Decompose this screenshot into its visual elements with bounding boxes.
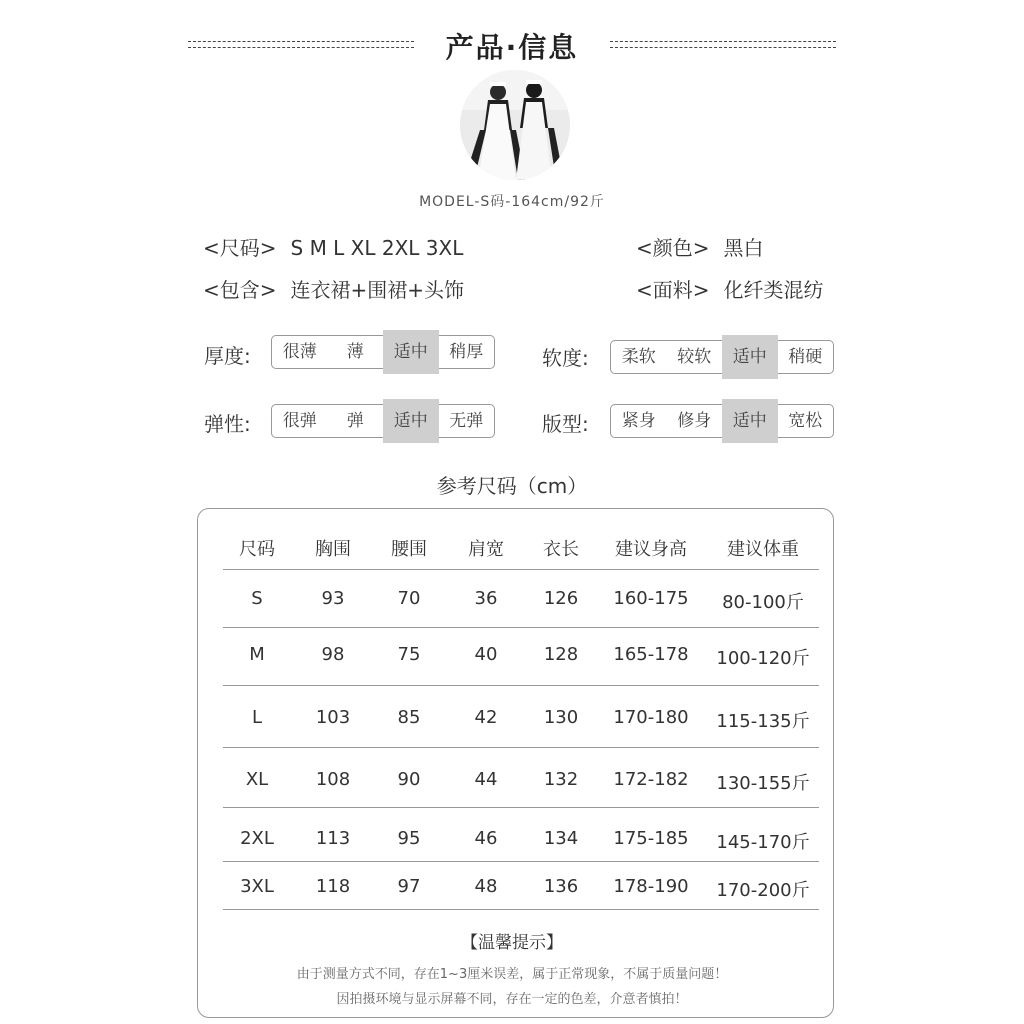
table-header-cell: 建议体重 bbox=[727, 539, 799, 560]
table-row bbox=[223, 570, 819, 628]
table-cell: 178-190 bbox=[613, 876, 689, 897]
fabric-info-value: 化纤类混纺 bbox=[723, 278, 824, 302]
table-cell: 145-170斤 bbox=[716, 832, 810, 853]
table-row bbox=[223, 748, 819, 808]
table-cell: 44 bbox=[474, 769, 498, 790]
table-cell: 98 bbox=[321, 644, 345, 665]
table-cell: 136 bbox=[543, 876, 579, 897]
fit-option-selected: 适中 bbox=[722, 399, 778, 443]
thickness-scale bbox=[271, 335, 495, 369]
color-info-value: 黑白 bbox=[723, 236, 764, 260]
table-cell: S bbox=[251, 588, 263, 609]
size-info-value: S M L XL 2XL 3XL bbox=[290, 236, 464, 260]
softness-label: 软度: bbox=[542, 346, 589, 370]
header-divider-right bbox=[610, 41, 836, 48]
table-cell: 100-120斤 bbox=[716, 648, 810, 669]
table-row bbox=[223, 686, 819, 748]
fabric-info bbox=[636, 274, 824, 303]
table-cell: 36 bbox=[474, 588, 498, 609]
softness-option-selected: 适中 bbox=[722, 335, 778, 379]
table-header-cell: 腰围 bbox=[391, 539, 427, 560]
page-title: 产品·信息 bbox=[445, 31, 579, 64]
softness-option: 稍硬 bbox=[788, 347, 823, 367]
table-cell: 170-180 bbox=[613, 707, 689, 728]
table-cell: 175-185 bbox=[613, 828, 689, 849]
size-table-title: 参考尺码（cm） bbox=[436, 474, 588, 498]
header-divider-left bbox=[188, 41, 414, 48]
size-info bbox=[203, 232, 463, 261]
softness-option: 较软 bbox=[677, 347, 712, 367]
thickness-option: 很薄 bbox=[282, 342, 317, 362]
table-cell: 75 bbox=[397, 644, 421, 665]
elasticity-option: 弹 bbox=[346, 411, 364, 431]
table-cell: 42 bbox=[474, 707, 498, 728]
table-cell: XL bbox=[245, 769, 269, 790]
fit-option: 宽松 bbox=[788, 411, 823, 431]
table-cell: 46 bbox=[474, 828, 498, 849]
table-header-cell: 尺码 bbox=[239, 539, 275, 560]
table-cell: 95 bbox=[397, 828, 421, 849]
table-cell: 70 bbox=[397, 588, 421, 609]
model-caption: MODEL-S码-164cm/92斤 bbox=[419, 194, 605, 210]
table-cell: 2XL bbox=[240, 828, 274, 849]
table-cell: 115-135斤 bbox=[716, 711, 810, 732]
fabric-info-label: <面料> bbox=[636, 278, 710, 302]
table-cell: 3XL bbox=[240, 876, 274, 897]
tips-line-1: 由于测量方式不同，存在1~3厘米误差，属于正常现象，不属于质量问题！ bbox=[296, 967, 728, 982]
table-cell: L bbox=[251, 707, 263, 728]
table-cell: 130 bbox=[543, 707, 579, 728]
table-header-cell: 衣长 bbox=[543, 539, 579, 560]
table-cell: 126 bbox=[543, 588, 579, 609]
fit-scale bbox=[610, 404, 834, 438]
thickness-label: 厚度: bbox=[204, 344, 251, 368]
table-cell: 103 bbox=[315, 707, 351, 728]
fit-label: 版型: bbox=[542, 412, 589, 436]
color-info bbox=[636, 232, 764, 261]
table-cell: 97 bbox=[397, 876, 421, 897]
table-header-cell: 肩宽 bbox=[468, 539, 504, 560]
table-header-cell: 建议身高 bbox=[615, 539, 687, 560]
table-cell: 85 bbox=[397, 707, 421, 728]
table-row bbox=[223, 862, 819, 910]
model-photo bbox=[460, 70, 570, 180]
fit-option: 紧身 bbox=[621, 411, 656, 431]
table-cell: 165-178 bbox=[613, 644, 689, 665]
table-cell: 160-175 bbox=[613, 588, 689, 609]
table-cell: 90 bbox=[397, 769, 421, 790]
table-cell: 128 bbox=[543, 644, 579, 665]
includes-info bbox=[203, 274, 464, 303]
elasticity-option: 无弹 bbox=[449, 411, 484, 431]
elasticity-option: 很弹 bbox=[282, 411, 317, 431]
table-cell: 130-155斤 bbox=[716, 773, 810, 794]
softness-option: 柔软 bbox=[621, 347, 656, 367]
table-cell: 132 bbox=[543, 769, 579, 790]
includes-info-value: 连衣裙+围裙+头饰 bbox=[290, 278, 465, 302]
softness-scale bbox=[610, 340, 834, 374]
table-cell: 113 bbox=[315, 828, 351, 849]
elasticity-label: 弹性: bbox=[204, 412, 251, 436]
elasticity-option-selected: 适中 bbox=[383, 399, 439, 443]
fit-option: 修身 bbox=[677, 411, 712, 431]
table-cell: 108 bbox=[315, 769, 351, 790]
table-cell: 134 bbox=[543, 828, 579, 849]
thickness-option: 稍厚 bbox=[449, 342, 484, 362]
thickness-option: 薄 bbox=[346, 342, 364, 362]
table-cell: 93 bbox=[321, 588, 345, 609]
table-row bbox=[223, 628, 819, 686]
tips-title: 【温馨提示】 bbox=[461, 933, 563, 953]
thickness-option-selected: 适中 bbox=[383, 330, 439, 374]
color-info-label: <颜色> bbox=[636, 236, 710, 260]
includes-info-label: <包含> bbox=[203, 278, 277, 302]
table-header-row bbox=[223, 527, 819, 570]
table-cell: 40 bbox=[474, 644, 498, 665]
elasticity-scale bbox=[271, 404, 495, 438]
table-cell: 170-200斤 bbox=[716, 880, 810, 901]
tips-line-2: 因拍摄环境与显示屏幕不同，存在一定的色差，介意者慎拍！ bbox=[336, 992, 688, 1007]
table-cell: 172-182 bbox=[613, 769, 689, 790]
table-cell: 118 bbox=[315, 876, 351, 897]
table-cell: M bbox=[249, 644, 265, 665]
table-cell: 80-100斤 bbox=[722, 592, 804, 613]
table-row bbox=[223, 808, 819, 862]
size-info-label: <尺码> bbox=[203, 236, 277, 260]
table-header-cell: 胸围 bbox=[315, 539, 351, 560]
table-cell: 48 bbox=[474, 876, 498, 897]
